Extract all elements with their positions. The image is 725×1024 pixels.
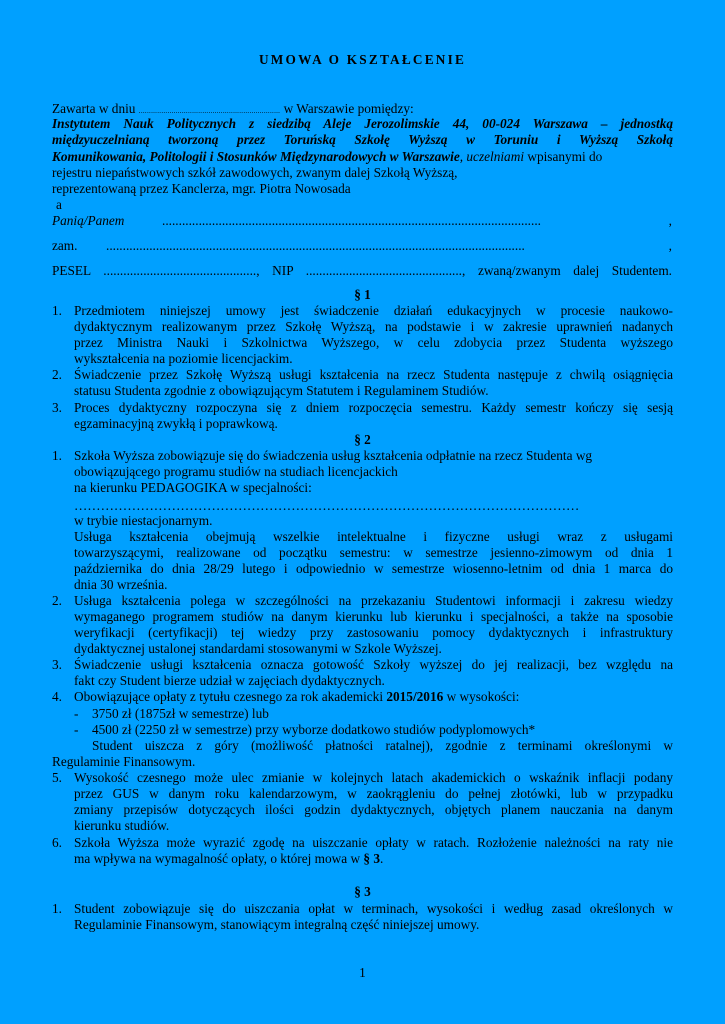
s1-p3-line1: Proces dydaktyczny rozpoczyna się z dniem rozpoczęcia semestru. Każdy semestr kończy się sesją — [74, 400, 673, 415]
s2-p4c-line2: Regulaminie Finansowym. — [52, 754, 196, 769]
s2-p5-line4: kierunku studiów. — [74, 818, 170, 833]
academic-year: 2015/2016 — [386, 689, 444, 704]
section-reference: § 3 — [363, 851, 381, 866]
dash-bullet: - — [74, 722, 79, 737]
s2-p1-line2: obowiązującego programu studiów na studiach licencjackich — [74, 464, 398, 479]
item-number: 2. — [52, 367, 62, 382]
s1-p2-line1: Świadczenie przez Szkołę Wyższą usługi kształcenia na rzecz Studenta następuje z chwilą osiągnięcia — [74, 367, 673, 382]
s1-p3-line2: egzaminacyjną zwykłą i poprawkową. — [74, 416, 278, 431]
s1-p2-line2: statusu Studenta zgodnie z obowiązującym Statutem i Regulaminem Studiów. — [74, 383, 489, 398]
s2-p6-line2 — [74, 851, 383, 867]
item-number: 1. — [52, 303, 62, 318]
s2-p2-line2: wymaganego programem studiów na danym kierunku lub kierunku i specjalności, a także na sposobie — [74, 609, 673, 624]
party1-line1: Instytutem Nauk Politycznych z siedzibą Aleje Jerozolimskie 44, 00-024 Warszawa – jednostką — [52, 116, 673, 131]
s2-p1b-line4: dnia 30 września. — [74, 577, 168, 592]
item-number: 1. — [52, 448, 62, 463]
specialization-blank[interactable]: …………………………………………………………………………………………………… — [74, 498, 580, 513]
item-number: 1. — [52, 901, 62, 916]
page-number: 1 — [359, 965, 366, 980]
s1-p1-line4: wykształcenia na poziomie licencjackim. — [74, 351, 293, 366]
place-label: w Warszawie pomiędzy: — [283, 101, 414, 116]
s2-p1-line5: w trybie niestacjonarnym. — [74, 513, 213, 528]
s2-p1-line1: Szkoła Wyższa zobowiązuje się do świadczenia usług kształcenia odpłatnie na rzecz Studenta wg — [74, 448, 593, 463]
student-name-row — [52, 213, 672, 229]
s2-p3-line2: fakt czy Student bierze udział w zajęciach dydaktycznych. — [74, 673, 385, 688]
s2-p5-line3: zmiany przepisów dotyczących ilości godzin dydaktycznych, objętych planem nauczania na danym — [74, 802, 673, 817]
party1-line4: rejestru niepaństwowych szkół zawodowych, zwanym dalej Szkołą Wyższą, — [52, 165, 458, 180]
address-row — [52, 238, 672, 254]
section-2-heading: § 2 — [354, 432, 371, 447]
s1-p1-line1: Przedmiotem niniejszej umowy jest świadczenie działań edukacyjnych w procesie naukowo- — [74, 303, 673, 318]
fee-amount-label: w wysokości: — [443, 689, 520, 704]
party1-line2: międzyuczelnianą tworzoną przez Toruńską Szkołę Wyższą w Toruniu i Wyższą Szkołą — [52, 132, 673, 147]
document-title: UMOWA O KSZTAŁCENIE — [258, 52, 467, 67]
s2-p1b-line3: października do dnia 28/29 lutego i odpowiednio w semestrze wiosenno-letnim od dnia 1 marca do — [74, 561, 673, 576]
s2-p5-line1: Wysokość czesnego może ulec zmianie w kolejnych latach akademickich o wskaźnik inflacji podany — [74, 770, 673, 785]
s2-p2-line1: Usługa kształcenia polega w szczególności na przekazaniu Studentowi informacji i zakresu wiedzy — [74, 593, 673, 608]
comma: , — [668, 213, 672, 228]
s1-p1-line3: przez Ministra Nauki i Szkolnictwa Wyższego, w celu zdobycia przez Studenta wyższego — [74, 335, 673, 350]
s2-p2-line3: weryfikacji (certyfikacji) tej wiedzy przy zastosowaniu pomocy dydaktycznych i infrastruktury — [74, 625, 673, 640]
s3-p1-line1: Student zobowiązuje się do uiszczania opłat w terminach, wysokości i według zasad określonych w — [74, 901, 673, 916]
item-number: 5. — [52, 770, 62, 785]
fee-option-2: 4500 zł (2250 zł w semestrze) przy wyborze dodatkowo studiów podyplomowych* — [92, 722, 536, 737]
date-label: Zawarta w dniu — [52, 101, 136, 116]
s2-p1-line3: na kierunku PEDAGOGIKA w specjalności: — [74, 480, 312, 495]
s2-p4-line1 — [74, 689, 519, 705]
fee-intro: Obowiązujące opłaty z tytułu czesnego za rok akademicki — [74, 689, 387, 704]
pesel-nip-line[interactable]: PESEL .............................................., NIP ..............................................., zwaną/zwanym dalej Studentem. — [52, 263, 672, 278]
party1-line3 — [52, 149, 602, 165]
s2-p6-text: ma wpływa na wymagalność opłaty, o której mowa w — [74, 851, 364, 866]
party1-uczelniami: , uczelniami — [459, 149, 525, 164]
s2-p1b-line2: towarzyszącymi, realizowane od początku semestru: w semestrze jesienno-zimowym od dnia 1 — [74, 545, 673, 560]
section-3-heading: § 3 — [354, 884, 371, 899]
student-name-label: Panią/Panem — [52, 213, 125, 228]
address-label: zam. — [52, 238, 78, 253]
and-word: a — [56, 197, 62, 212]
party1-wpisanymi: wpisanymi do — [524, 149, 603, 164]
address-blank[interactable]: .............................................................................................................................. — [106, 238, 525, 253]
item-number: 3. — [52, 657, 62, 672]
period: . — [380, 851, 384, 866]
s2-p5-line2: przez GUS w danym roku kalendarzowym, w zaokrągleniu do pełnej złotówki, lub w przypadku — [74, 786, 673, 801]
comma: , — [668, 238, 672, 253]
dash-bullet: - — [74, 706, 79, 721]
student-name-blank[interactable]: .................................................................................................................. — [162, 213, 541, 228]
item-number: 6. — [52, 835, 62, 850]
party1-name-end: Komunikowania, Politologii i Stosunków Międzynarodowych w Warszawie — [52, 149, 460, 164]
s2-p3-line1: Świadczenie usługi kształcenia oznacza gotowość Szkoły wyższej do jej realizacji, bez względu na — [74, 657, 673, 672]
section-1-heading: § 1 — [354, 287, 371, 302]
item-number: 2. — [52, 593, 62, 608]
fee-option-1: 3750 zł (1875zł w semestrze) lub — [92, 706, 269, 721]
s3-p1-line2: Regulaminie Finansowym, stanowiącym integralną część niniejszej umowy. — [74, 917, 480, 932]
representative-line: reprezentowaną przez Kanclerza, mgr. Piotra Nowosada — [52, 181, 351, 196]
s2-p6-line1: Szkoła Wyższa może wyrazić zgodę na uiszczanie opłaty w ratach. Rozłożenie należności na raty nie — [74, 835, 673, 850]
item-number: 3. — [52, 400, 62, 415]
item-number: 4. — [52, 689, 62, 704]
date-blank[interactable]: ..................................................................... — [138, 107, 281, 115]
s1-p1-line2: dydaktycznym realizowanym przez Szkołę Wyższą, na podstawie i w zakresie uprawnień nadanych — [74, 319, 673, 334]
s2-p2-line4: dydaktycznej ustalonej standardami stosowanymi w Szkole Wyższej. — [74, 641, 442, 656]
s2-p1b-line1: Usługa kształcenia obejmują wszelkie intelektualne i fizyczne usługi wraz z usługami — [74, 529, 673, 544]
s2-p4c-line1: Student uiszcza z góry (możliwość płatności ratalnej), zgodnie z terminami określonymi w — [92, 738, 673, 753]
